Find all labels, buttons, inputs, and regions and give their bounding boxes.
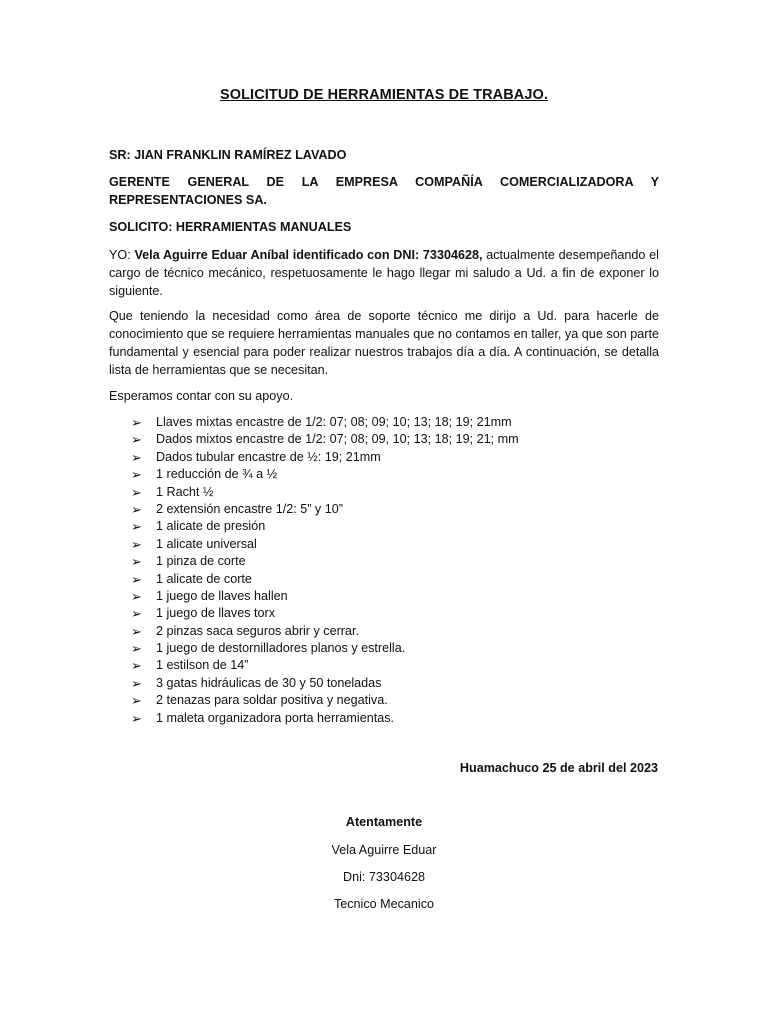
tool-list-item <box>131 605 519 622</box>
tool-list-item-label: 1 reducción de ¾ a ½ <box>156 467 278 482</box>
tool-list-item-label: 1 juego de llaves hallen <box>156 588 288 603</box>
document-title: SOLICITUD DE HERRAMIENTAS DE TRABAJO. <box>219 87 549 103</box>
arrow-bullet-icon: ➢ <box>131 571 142 587</box>
body-paragraph: Que teniendo la necesidad como área de soporte técnico me dirijo a Ud. para hacerle de conocimiento que se requiere herramientas manuales que no contamos en taller, ya que son parte fundamental y esencial para poder realizar nuestros trabajos día a día. A continuación, se detalla lista de herramientas que se necesitan. <box>109 309 659 377</box>
arrow-bullet-icon: ➢ <box>131 536 142 552</box>
tool-list <box>131 414 519 727</box>
tool-list-item-label: 2 tenazas para soldar positiva y negativa. <box>156 693 388 708</box>
tool-list-item-label: 1 alicate de presión <box>156 519 266 534</box>
arrow-bullet-icon: ➢ <box>131 606 142 622</box>
arrow-bullet-icon: ➢ <box>131 449 142 465</box>
tool-list-item <box>131 640 519 657</box>
tool-list-item <box>131 675 519 692</box>
closing-line: Esperamos contar con su apoyo. <box>109 389 294 403</box>
intro-rest: actualmente desempeñando el cargo de técnico mecánico, respetuosamente le hago llegar mi saludo a Ud. a fin de exponer lo siguiente. <box>109 248 659 298</box>
tool-list-item <box>131 484 519 501</box>
tool-list-item-label: 1 alicate universal <box>156 536 257 551</box>
tool-list-item <box>131 518 519 535</box>
tool-list-item-label: 3 gatas hidráulicas de 30 y 50 toneladas <box>156 675 382 690</box>
arrow-bullet-icon: ➢ <box>131 415 142 430</box>
intro-identity: Vela Aguirre Eduar Aníbal identificado con DNI: 73304628, <box>134 248 483 262</box>
arrow-bullet-icon: ➢ <box>131 554 142 570</box>
tool-list-item-label: 1 maleta organizadora porta herramientas. <box>156 710 395 725</box>
tool-list-item <box>131 657 519 674</box>
tool-list-item-label: 1 juego de llaves torx <box>156 606 276 621</box>
arrow-bullet-icon: ➢ <box>131 519 142 535</box>
arrow-bullet-icon: ➢ <box>131 658 142 674</box>
tool-list-item-label: 2 pinzas saca seguros abrir y cerrar. <box>156 623 359 638</box>
tool-list-item <box>131 553 519 570</box>
arrow-bullet-icon: ➢ <box>131 710 142 726</box>
arrow-bullet-icon: ➢ <box>131 623 142 639</box>
tool-list-item-label: 2 extensión encastre 1/2: 5” y 10” <box>156 501 343 516</box>
request-subject: SOLICITO: HERRAMIENTAS MANUALES <box>109 220 352 234</box>
tool-list-item <box>131 414 519 431</box>
tool-list-item-label: 1 estilson de 14” <box>156 658 249 673</box>
place-date: Huamachuco 25 de abril del 2023 <box>459 761 658 775</box>
tool-list-item <box>131 623 519 640</box>
tool-list-item <box>131 571 519 588</box>
signature-closing: Atentamente <box>345 815 423 829</box>
tool-list-item <box>131 466 519 483</box>
intro-paragraph <box>109 246 659 300</box>
arrow-bullet-icon: ➢ <box>131 501 142 517</box>
tool-list-item-label: 1 Racht ½ <box>156 484 214 499</box>
arrow-bullet-icon: ➢ <box>131 675 142 691</box>
tool-list-item <box>131 710 519 727</box>
tool-list-item-label: Llaves mixtas encastre de 1/2: 07; 08; 09; 10; 13; 18; 19; 21mm <box>156 415 512 429</box>
arrow-bullet-icon: ➢ <box>131 693 142 709</box>
tool-list-item-label: 1 juego de destornilladores planos y estrella. <box>156 641 406 656</box>
tool-list-item-label: Dados mixtos encastre de 1/2: 07; 08; 09, 10; 13; 18; 19; 21; mm <box>156 432 519 447</box>
arrow-bullet-icon: ➢ <box>131 432 142 448</box>
tool-list-item <box>131 431 519 448</box>
tool-list-item-label: Dados tubular encastre de ½: 19; 21mm <box>156 449 381 464</box>
arrow-bullet-icon: ➢ <box>131 588 142 604</box>
arrow-bullet-icon: ➢ <box>131 641 142 657</box>
signature-name: Vela Aguirre Eduar <box>331 843 437 857</box>
tool-list-item <box>131 588 519 605</box>
recipient-line: SR: JIAN FRANKLIN RAMÍREZ LAVADO <box>109 148 347 162</box>
recipient-position: GERENTE GENERAL DE LA EMPRESA COMPAÑÍA COMERCIALIZADORA Y REPRESENTACIONES SA. <box>109 175 659 207</box>
arrow-bullet-icon: ➢ <box>131 484 142 500</box>
tool-list-item <box>131 449 519 466</box>
tool-list-item-label: 1 alicate de corte <box>156 571 252 586</box>
arrow-bullet-icon: ➢ <box>131 467 142 483</box>
signature-role: Tecnico Mecanico <box>333 897 435 911</box>
tool-list-item <box>131 536 519 553</box>
signature-dni: Dni: 73304628 <box>343 870 425 884</box>
tool-list-item-label: 1 pinza de corte <box>156 554 246 569</box>
tool-list-item <box>131 692 519 709</box>
tool-list-item <box>131 501 519 518</box>
intro-prefix: YO: <box>109 248 135 262</box>
